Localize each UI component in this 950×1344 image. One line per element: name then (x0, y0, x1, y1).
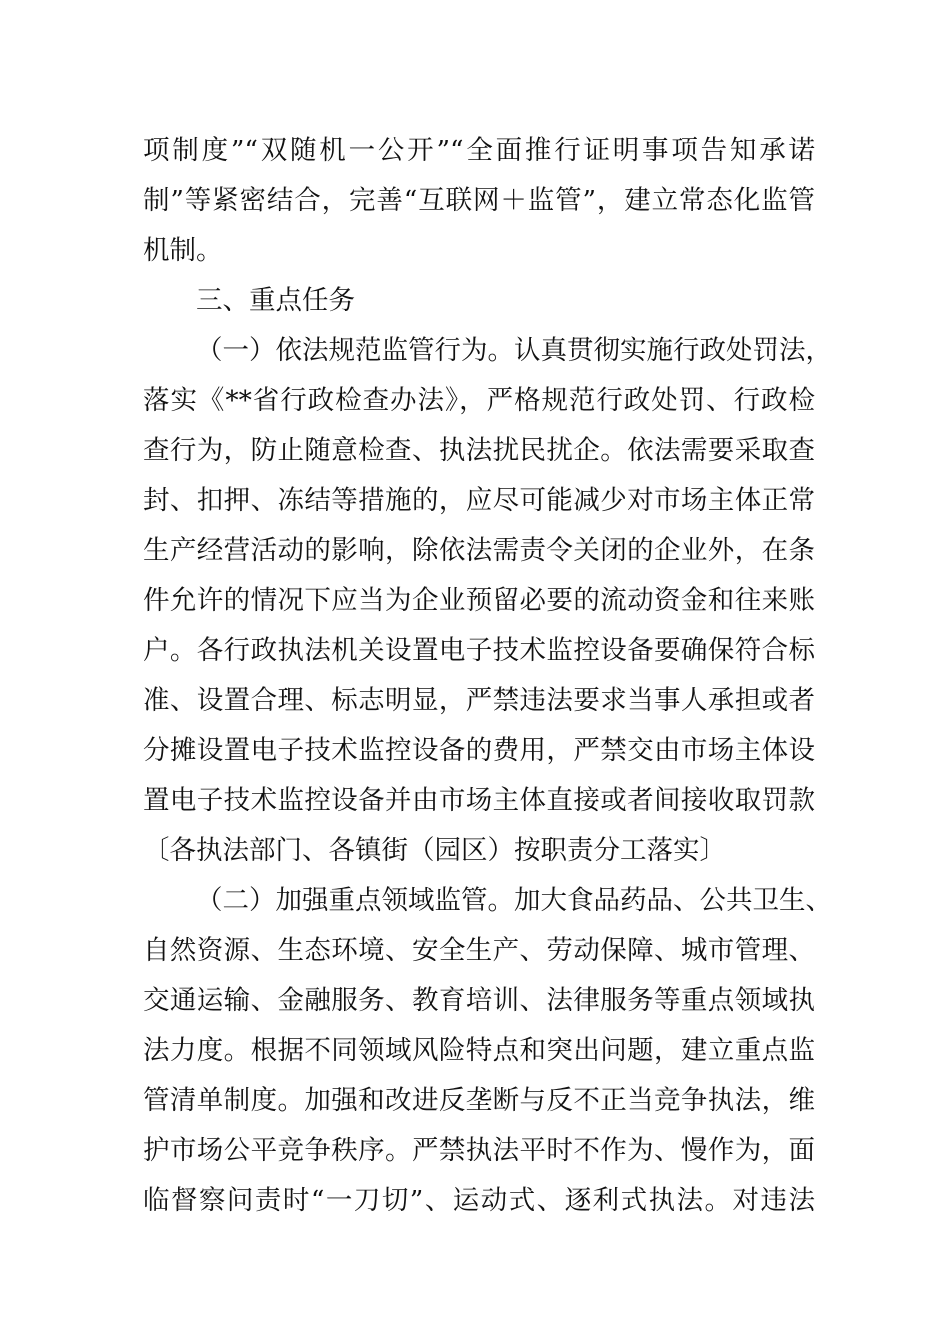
task1-line-9: 分摊设置电子技术监控设备的费用，严禁交由市场主体设 (143, 735, 815, 766)
intro-line-1: 项制度”“双随机一公开”“全面推行证明事项告知承诺 (143, 135, 815, 166)
task1-line-10: 置电子技术监控设备并由市场主体直接或者间接收取罚款 (143, 785, 815, 816)
task1-line-2: 落实《**省行政检查办法》，严格规范行政处罚、行政检 (143, 385, 815, 416)
task1-line-7: 户。各行政执法机关设置电子技术监控设备要确保符合标 (143, 635, 815, 666)
task1-line-1: （一）依法规范监管行为。认真贯彻实施行政处罚法， (196, 335, 832, 366)
intro-line-2: 制”等紧密结合，完善“互联网＋监管”，建立常态化监管 (143, 185, 815, 216)
task2-line-1: （二）加强重点领域监管。加大食品药品、公共卫生、 (196, 885, 832, 916)
task2-line-7: 临督察问责时“一刀切”、运动式、逐利式执法。对违法 (143, 1185, 815, 1216)
task1-line-3: 查行为，防止随意检查、执法扰民扰企。依法需要采取查 (143, 435, 815, 466)
intro-line-3: 机制。 (143, 235, 223, 266)
task2-line-3: 交通运输、金融服务、教育培训、法律服务等重点领域执 (143, 985, 815, 1016)
task1-line-5: 生产经营活动的影响，除依法需责令关闭的企业外，在条 (143, 535, 815, 566)
task1-line-4: 封、扣押、冻结等措施的，应尽可能减少对市场主体正常 (143, 485, 815, 516)
task1-line-11: 〔各执法部门、各镇街（园区）按职责分工落实〕 (143, 835, 726, 866)
section-heading: 三、重点任务 (196, 285, 355, 316)
task2-line-5: 管清单制度。加强和改进反垄断与反不正当竞争执法，维 (143, 1085, 815, 1116)
task2-line-6: 护市场公平竞争秩序。严禁执法平时不作为、慢作为，面 (143, 1135, 815, 1166)
task1-line-8: 准、设置合理、标志明显，严禁违法要求当事人承担或者 (143, 685, 815, 716)
task2-line-2: 自然资源、生态环境、安全生产、劳动保障、城市管理、 (143, 935, 815, 966)
task1-line-6: 件允许的情况下应当为企业预留必要的流动资金和往来账 (143, 585, 815, 616)
task2-line-4: 法力度。根据不同领域风险特点和突出问题，建立重点监 (143, 1035, 815, 1066)
